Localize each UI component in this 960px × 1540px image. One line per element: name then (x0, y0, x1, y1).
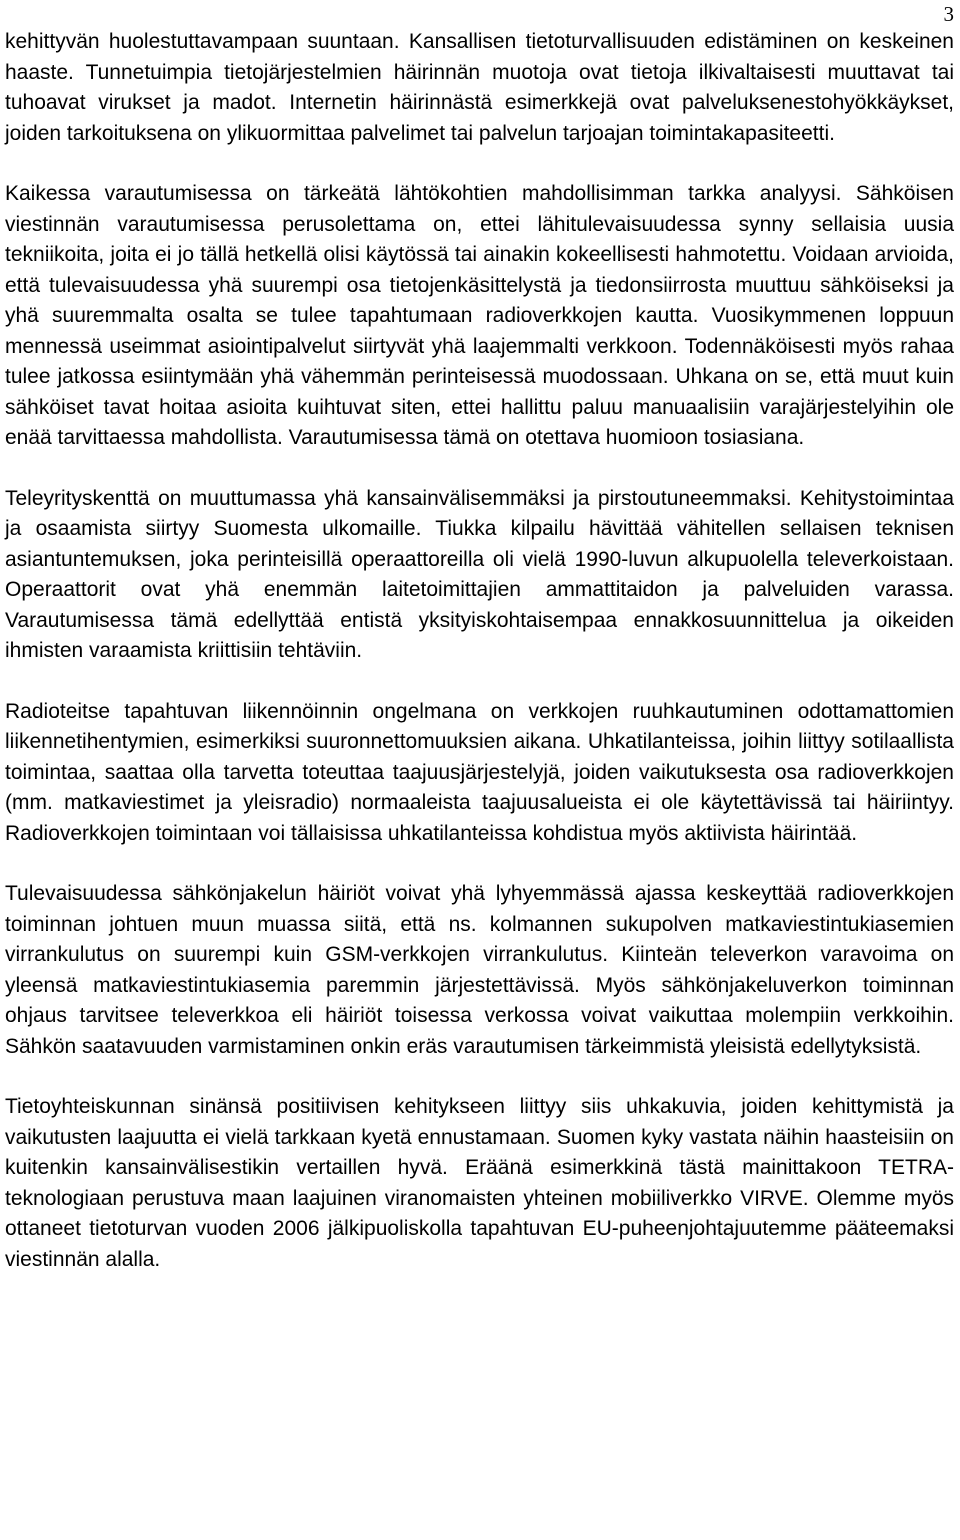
paragraph-2: Kaikessa varautumisessa on tärkeätä lähtökohtien mahdollisimman tarkka analyysi. Sähköisen viestinnän varautumisessa perusolettama on, ettei lähitulevaisuudessa synny sellaisia uusia tekniikoita, joita ei jo tällä hetkellä olisi käytössä tai ainakin kokeellisesti hahmotettu. Voidaan arvioida, että tulevaisuudessa yhä suurempi osa tietojenkäsittelystä ja tiedonsiirrosta muuttuu sähköiseksi ja yhä suuremmalta osalta se tulee tapahtumaan radioverkkojen kautta. Vuosikymmenen loppuun mennessä useimmat asiointipalvelut siirtyvät yhä laajemmalti verkkoon. Todennäköisesti myös rahaa tulee jatkossa esiintymään yhä vähemmän perinteisessä muodossaan. Uhkana on se, että muut kuin sähköiset tavat hoitaa asioita kuihtuvat siten, ettei hallittu paluu manuaalisiin varajärjestelyihin ole enää tarvittaessa mahdollista. Varautumisessa tämä on otettava huomioon tosiasiana. (5, 182, 954, 449)
paragraph-1: kehittyvän huolestuttavampaan suuntaan. Kansallisen tietoturvallisuuden edistäminen on keskeinen haaste. Tunnetuimpia tietojärjestelmien häirinnän muotoja ovat tietoja ilkivaltaisesti muuttavat tai tuhoavat virukset ja madot. Internetin häirinnästä esimerkkejä ovat palveluksenestohyökkäykset, joiden tarkoituksena on ylikuormittaa palvelimet tai palvelun tarjoajan toimintakapasiteetti. (5, 30, 954, 145)
paragraph-3: Teleyrityskenttä on muuttumassa yhä kansainvälisemmäksi ja pirstoutuneemmaksi. Kehitystoimintaa ja osaamista siirtyy Suomesta ulkomaille. Tiukka kilpailu hävittää vähitellen sellaisen teknisen asiantuntemuksen, joka perinteisillä operaattoreilla oli vielä 1990-luvun alkupuolella televerkoistaan. Operaattorit ovat yhä enemmän laitetoimittajien ammattitaidon ja palveluiden varassa. Varautumisessa tämä edellyttää entistä yksityiskohtaisempaa ennakkosuunnittelua ja oikeiden ihmisten varaamista kriittisiin tehtäviin. (5, 486, 954, 662)
document-body (5, 27, 954, 1275)
paragraph-6: Tietoyhteiskunnan sinänsä positiivisen kehitykseen liittyy siis uhkakuvia, joiden kehittymistä ja vaikutusten laajuutta ei vielä tarkkaan kyetä ennustamaan. Suomen kyky vastata näihin haasteisiin on kuitenkin kansainvälisestikin vertaillen hyvä. Eräänä esimerkkinä tästä mainittakoon TETRA-teknologiaan perustuva maan laajuinen viranomaisten yhteinen mobiiliverkko VIRVE. Olemme myös ottaneet tietoturvan vuoden 2006 jälkipuoliskolla tapahtuvan EU-puheenjohtajuutemme pääteemaksi viestinnän alalla. (5, 1095, 954, 1271)
paragraph-5: Tulevaisuudessa sähkönjakelun häiriöt voivat yhä lyhyemmässä ajassa keskeyttää radioverkkojen toiminnan johtuen muun muassa siitä, että ns. kolmannen sukupolven matkaviestintukiasemien virrankulutus on suurempi kuin GSM-verkkojen virrankulutus. Kiinteän televerkon varavoima on yleensä matkaviestintukiasemia paremmin järjestettävissä. Myös sähkönjakeluverkon toiminnan ohjaus tarvitsee televerkkoa eli häiriöt toisessa verkossa voivat vaikuttaa molempiin verkkoihin. Sähkön saatavuuden varmistaminen onkin eräs varautumisen tärkeimmistä yleisistä edellytyksistä. (5, 882, 954, 1058)
paragraph-4: Radioteitse tapahtuvan liikennöinnin ongelmana on verkkojen ruuhkautuminen odottamattomien liikennetihentymien, esimerkiksi suuronnettomuuksien aikana. Uhkatilanteissa, joihin liittyy sotilaallista toimintaa, saattaa olla tarvetta toteuttaa taajuusjärjestelyjä, joiden vaikutuksesta osa radioverkkojen (mm. matkaviestimet ja yleisradio) normaaleista taajuusalueista ei ole käytettävissä tai häiriintyy. Radioverkkojen toimintaan voi tällaisissa uhkatilanteissa kohdistua myös aktiivista häirintää. (5, 699, 954, 845)
page-number: 3 (943, 2, 954, 26)
